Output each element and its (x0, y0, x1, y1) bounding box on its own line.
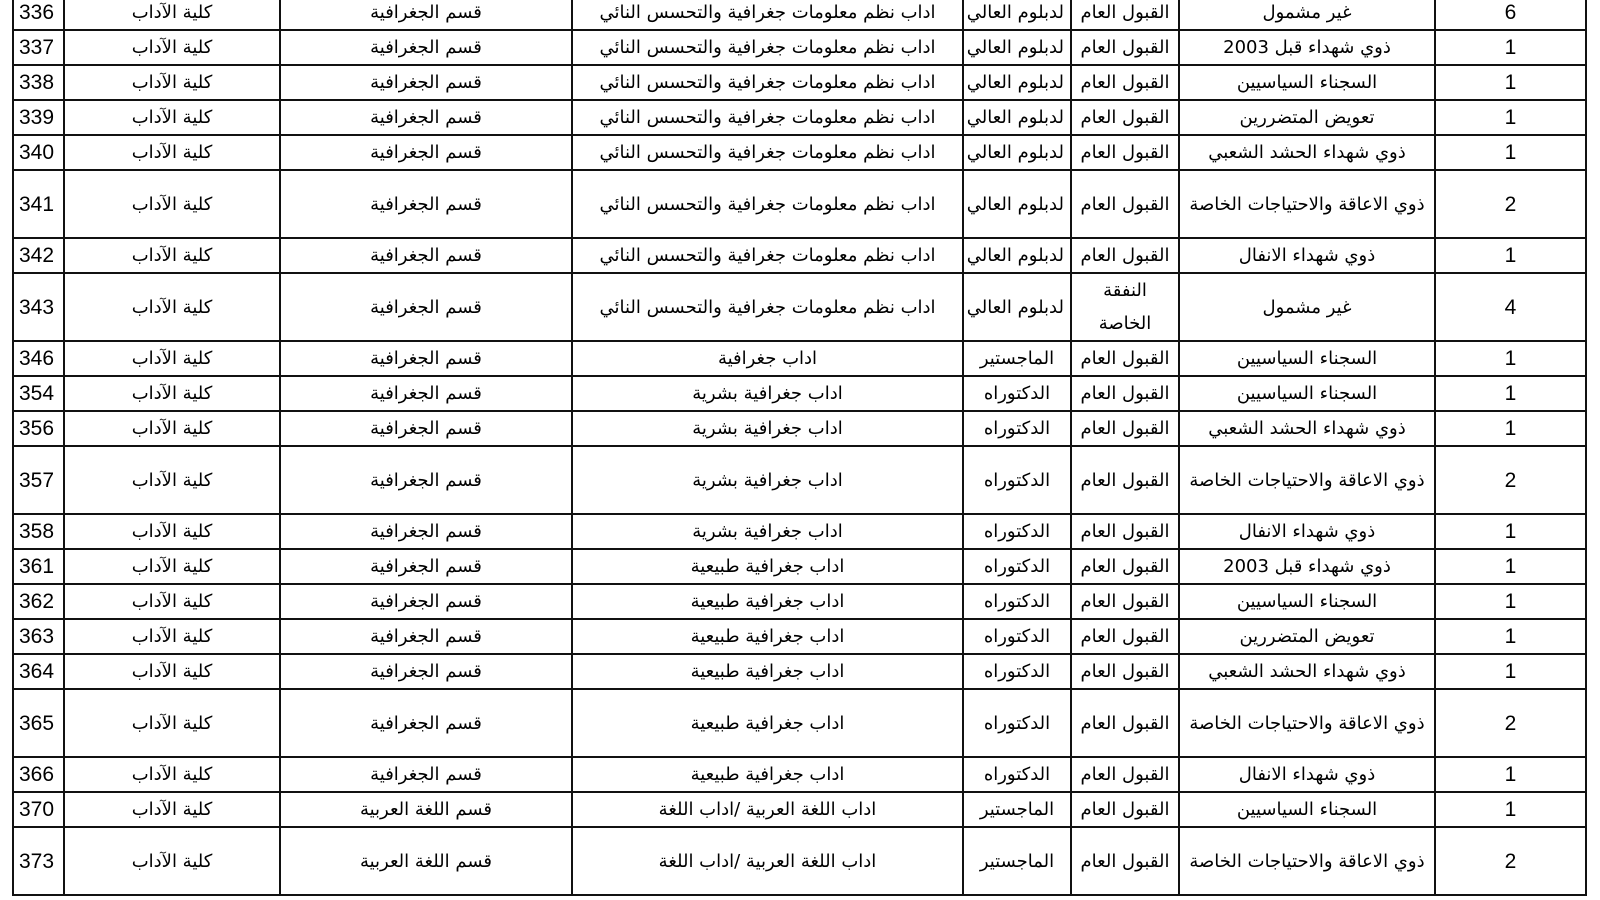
table-row (13, 341, 1586, 376)
admission-type-cell: القبول العام (1071, 689, 1179, 757)
channel-cell: تعويض المتضررين (1179, 619, 1435, 654)
row-number-cell: 361 (13, 549, 64, 584)
college-cell: كلية الآداب (64, 341, 280, 376)
seat-count-cell: 1 (1435, 619, 1586, 654)
degree-cell: لدبلوم العالي (963, 0, 1071, 30)
seat-count-cell: 1 (1435, 376, 1586, 411)
table-row (13, 100, 1586, 135)
program-cell: اداب جغرافية طبيعية (572, 619, 963, 654)
program-cell: اداب نظم معلومات جغرافية والتحسس النائي (572, 170, 963, 238)
degree-cell: الدكتوراه (963, 619, 1071, 654)
row-number-cell: 373 (13, 827, 64, 895)
seats-table (12, 0, 1587, 896)
college-cell: كلية الآداب (64, 792, 280, 827)
department-cell: قسم الجغرافية (280, 689, 572, 757)
seat-count-cell: 1 (1435, 100, 1586, 135)
row-number-cell: 341 (13, 170, 64, 238)
table-row (13, 549, 1586, 584)
degree-cell: الماجستير (963, 792, 1071, 827)
table-row (13, 792, 1586, 827)
program-cell: اداب جغرافية طبيعية (572, 549, 963, 584)
row-number-cell: 362 (13, 584, 64, 619)
degree-cell: الدكتوراه (963, 689, 1071, 757)
department-cell: قسم الجغرافية (280, 238, 572, 273)
seat-count-cell: 1 (1435, 238, 1586, 273)
college-cell: كلية الآداب (64, 549, 280, 584)
channel-cell: ذوي شهداء الحشد الشعبي (1179, 654, 1435, 689)
seat-count-cell: 1 (1435, 30, 1586, 65)
admission-type-cell: القبول العام (1071, 757, 1179, 792)
channel-cell: ذوي الاعاقة والاحتياجات الخاصة (1179, 170, 1435, 238)
seat-count-cell: 1 (1435, 757, 1586, 792)
college-cell: كلية الآداب (64, 446, 280, 514)
row-number-cell: 340 (13, 135, 64, 170)
college-cell: كلية الآداب (64, 30, 280, 65)
department-cell: قسم الجغرافية (280, 341, 572, 376)
college-cell: كلية الآداب (64, 689, 280, 757)
table-row (13, 654, 1586, 689)
college-cell: كلية الآداب (64, 100, 280, 135)
program-cell: اداب اللغة العربية /اداب اللغة (572, 827, 963, 895)
channel-cell: ذوي شهداء الانفال (1179, 238, 1435, 273)
table-row (13, 757, 1586, 792)
program-cell: اداب نظم معلومات جغرافية والتحسس النائي (572, 0, 963, 30)
table-row (13, 411, 1586, 446)
table-row (13, 30, 1586, 65)
channel-cell: السجناء السياسيين (1179, 65, 1435, 100)
channel-cell: ذوي الاعاقة والاحتياجات الخاصة (1179, 446, 1435, 514)
college-cell: كلية الآداب (64, 827, 280, 895)
seat-count-cell: 2 (1435, 446, 1586, 514)
program-cell: اداب نظم معلومات جغرافية والتحسس النائي (572, 30, 963, 65)
department-cell: قسم الجغرافية (280, 654, 572, 689)
department-cell: قسم الجغرافية (280, 584, 572, 619)
row-number-cell: 370 (13, 792, 64, 827)
admission-type-cell: القبول العام (1071, 654, 1179, 689)
row-number-cell: 365 (13, 689, 64, 757)
admission-type-cell: القبول العام (1071, 100, 1179, 135)
department-cell: قسم الجغرافية (280, 273, 572, 341)
department-cell: قسم الجغرافية (280, 376, 572, 411)
table-row (13, 170, 1586, 238)
table-row (13, 65, 1586, 100)
table-row (13, 446, 1586, 514)
college-cell: كلية الآداب (64, 757, 280, 792)
department-cell: قسم الجغرافية (280, 170, 572, 238)
channel-cell: تعويض المتضررين (1179, 100, 1435, 135)
college-cell: كلية الآداب (64, 654, 280, 689)
seat-count-cell: 1 (1435, 549, 1586, 584)
department-cell: قسم الجغرافية (280, 135, 572, 170)
department-cell: قسم الجغرافية (280, 100, 572, 135)
seat-count-cell: 1 (1435, 654, 1586, 689)
department-cell: قسم الجغرافية (280, 514, 572, 549)
table-row (13, 135, 1586, 170)
college-cell: كلية الآداب (64, 170, 280, 238)
program-cell: اداب نظم معلومات جغرافية والتحسس النائي (572, 273, 963, 341)
channel-cell: السجناء السياسيين (1179, 792, 1435, 827)
program-cell: اداب نظم معلومات جغرافية والتحسس النائي (572, 238, 963, 273)
seat-count-cell: 1 (1435, 65, 1586, 100)
channel-cell: السجناء السياسيين (1179, 341, 1435, 376)
admission-type-cell: القبول العام (1071, 30, 1179, 65)
seat-count-cell: 1 (1435, 341, 1586, 376)
row-number-cell: 358 (13, 514, 64, 549)
row-number-cell: 356 (13, 411, 64, 446)
row-number-cell: 346 (13, 341, 64, 376)
row-number-cell: 338 (13, 65, 64, 100)
admission-type-cell: القبول العام (1071, 376, 1179, 411)
department-cell: قسم الجغرافية (280, 619, 572, 654)
channel-cell: ذوي شهداء الحشد الشعبي (1179, 411, 1435, 446)
department-cell: قسم الجغرافية (280, 549, 572, 584)
admission-type-cell: القبول العام (1071, 0, 1179, 30)
admissions-sheet (12, 0, 1585, 896)
channel-cell: ذوي شهداء قبل 2003 (1179, 549, 1435, 584)
channel-cell: السجناء السياسيين (1179, 376, 1435, 411)
degree-cell: الدكتوراه (963, 654, 1071, 689)
degree-cell: لدبلوم العالي (963, 100, 1071, 135)
college-cell: كلية الآداب (64, 238, 280, 273)
college-cell: كلية الآداب (64, 273, 280, 341)
row-number-cell: 354 (13, 376, 64, 411)
program-cell: اداب نظم معلومات جغرافية والتحسس النائي (572, 100, 963, 135)
row-number-cell: 342 (13, 238, 64, 273)
admission-type-cell: القبول العام (1071, 341, 1179, 376)
college-cell: كلية الآداب (64, 411, 280, 446)
channel-cell: ذوي شهداء الانفال (1179, 514, 1435, 549)
channel-cell: غير مشمول (1179, 273, 1435, 341)
program-cell: اداب جغرافية بشرية (572, 411, 963, 446)
department-cell: قسم الجغرافية (280, 411, 572, 446)
table-row (13, 619, 1586, 654)
department-cell: قسم الجغرافية (280, 65, 572, 100)
degree-cell: الماجستير (963, 341, 1071, 376)
table-row (13, 376, 1586, 411)
program-cell: اداب نظم معلومات جغرافية والتحسس النائي (572, 135, 963, 170)
row-number-cell: 366 (13, 757, 64, 792)
program-cell: اداب نظم معلومات جغرافية والتحسس النائي (572, 65, 963, 100)
department-cell: قسم اللغة العربية (280, 827, 572, 895)
department-cell: قسم اللغة العربية (280, 792, 572, 827)
program-cell: اداب جغرافية طبيعية (572, 757, 963, 792)
program-cell: اداب جغرافية بشرية (572, 376, 963, 411)
degree-cell: لدبلوم العالي (963, 135, 1071, 170)
department-cell: قسم الجغرافية (280, 446, 572, 514)
seat-count-cell: 1 (1435, 135, 1586, 170)
channel-cell: غير مشمول (1179, 0, 1435, 30)
degree-cell: الدكتوراه (963, 757, 1071, 792)
seat-count-cell: 1 (1435, 792, 1586, 827)
row-number-cell: 363 (13, 619, 64, 654)
row-number-cell: 336 (13, 0, 64, 30)
program-cell: اداب جغرافية (572, 341, 963, 376)
table-row (13, 514, 1586, 549)
admission-type-cell: القبول العام (1071, 135, 1179, 170)
admission-type-cell: النفقة الخاصة (1071, 273, 1179, 341)
program-cell: اداب جغرافية بشرية (572, 446, 963, 514)
degree-cell: الدكتوراه (963, 446, 1071, 514)
seat-count-cell: 4 (1435, 273, 1586, 341)
admission-type-cell: القبول العام (1071, 549, 1179, 584)
row-number-cell: 364 (13, 654, 64, 689)
degree-cell: لدبلوم العالي (963, 238, 1071, 273)
admission-type-cell: القبول العام (1071, 619, 1179, 654)
seat-count-cell: 2 (1435, 689, 1586, 757)
college-cell: كلية الآداب (64, 619, 280, 654)
channel-cell: السجناء السياسيين (1179, 584, 1435, 619)
college-cell: كلية الآداب (64, 65, 280, 100)
row-number-cell: 339 (13, 100, 64, 135)
admission-type-cell: القبول العام (1071, 446, 1179, 514)
admission-type-cell: القبول العام (1071, 411, 1179, 446)
table-row (13, 689, 1586, 757)
degree-cell: لدبلوم العالي (963, 65, 1071, 100)
degree-cell: الدكتوراه (963, 411, 1071, 446)
table-row (13, 238, 1586, 273)
table-row (13, 0, 1586, 30)
degree-cell: الدكتوراه (963, 549, 1071, 584)
seat-count-cell: 1 (1435, 584, 1586, 619)
college-cell: كلية الآداب (64, 376, 280, 411)
admission-type-cell: القبول العام (1071, 792, 1179, 827)
seat-count-cell: 1 (1435, 514, 1586, 549)
admission-type-cell: القبول العام (1071, 170, 1179, 238)
degree-cell: الدكتوراه (963, 514, 1071, 549)
degree-cell: لدبلوم العالي (963, 170, 1071, 238)
admission-type-cell: القبول العام (1071, 827, 1179, 895)
program-cell: اداب اللغة العربية /اداب اللغة (572, 792, 963, 827)
admission-type-cell: القبول العام (1071, 238, 1179, 273)
seat-count-cell: 6 (1435, 0, 1586, 30)
table-row (13, 273, 1586, 341)
college-cell: كلية الآداب (64, 0, 280, 30)
channel-cell: ذوي شهداء قبل 2003 (1179, 30, 1435, 65)
department-cell: قسم الجغرافية (280, 757, 572, 792)
degree-cell: الدكتوراه (963, 584, 1071, 619)
program-cell: اداب جغرافية طبيعية (572, 654, 963, 689)
row-number-cell: 337 (13, 30, 64, 65)
seat-count-cell: 1 (1435, 411, 1586, 446)
college-cell: كلية الآداب (64, 584, 280, 619)
seat-count-cell: 2 (1435, 827, 1586, 895)
seat-count-cell: 2 (1435, 170, 1586, 238)
department-cell: قسم الجغرافية (280, 30, 572, 65)
program-cell: اداب جغرافية طبيعية (572, 689, 963, 757)
degree-cell: الماجستير (963, 827, 1071, 895)
channel-cell: ذوي الاعاقة والاحتياجات الخاصة (1179, 827, 1435, 895)
channel-cell: ذوي شهداء الانفال (1179, 757, 1435, 792)
college-cell: كلية الآداب (64, 514, 280, 549)
admission-type-cell: القبول العام (1071, 514, 1179, 549)
table-body (13, 0, 1586, 895)
table-row (13, 584, 1586, 619)
row-number-cell: 343 (13, 273, 64, 341)
program-cell: اداب جغرافية بشرية (572, 514, 963, 549)
row-number-cell: 357 (13, 446, 64, 514)
degree-cell: لدبلوم العالي (963, 30, 1071, 65)
department-cell: قسم الجغرافية (280, 0, 572, 30)
channel-cell: ذوي الاعاقة والاحتياجات الخاصة (1179, 689, 1435, 757)
degree-cell: الدكتوراه (963, 376, 1071, 411)
degree-cell: لدبلوم العالي (963, 273, 1071, 341)
college-cell: كلية الآداب (64, 135, 280, 170)
admission-type-cell: القبول العام (1071, 584, 1179, 619)
table-row (13, 827, 1586, 895)
program-cell: اداب جغرافية طبيعية (572, 584, 963, 619)
channel-cell: ذوي شهداء الحشد الشعبي (1179, 135, 1435, 170)
admission-type-cell: القبول العام (1071, 65, 1179, 100)
